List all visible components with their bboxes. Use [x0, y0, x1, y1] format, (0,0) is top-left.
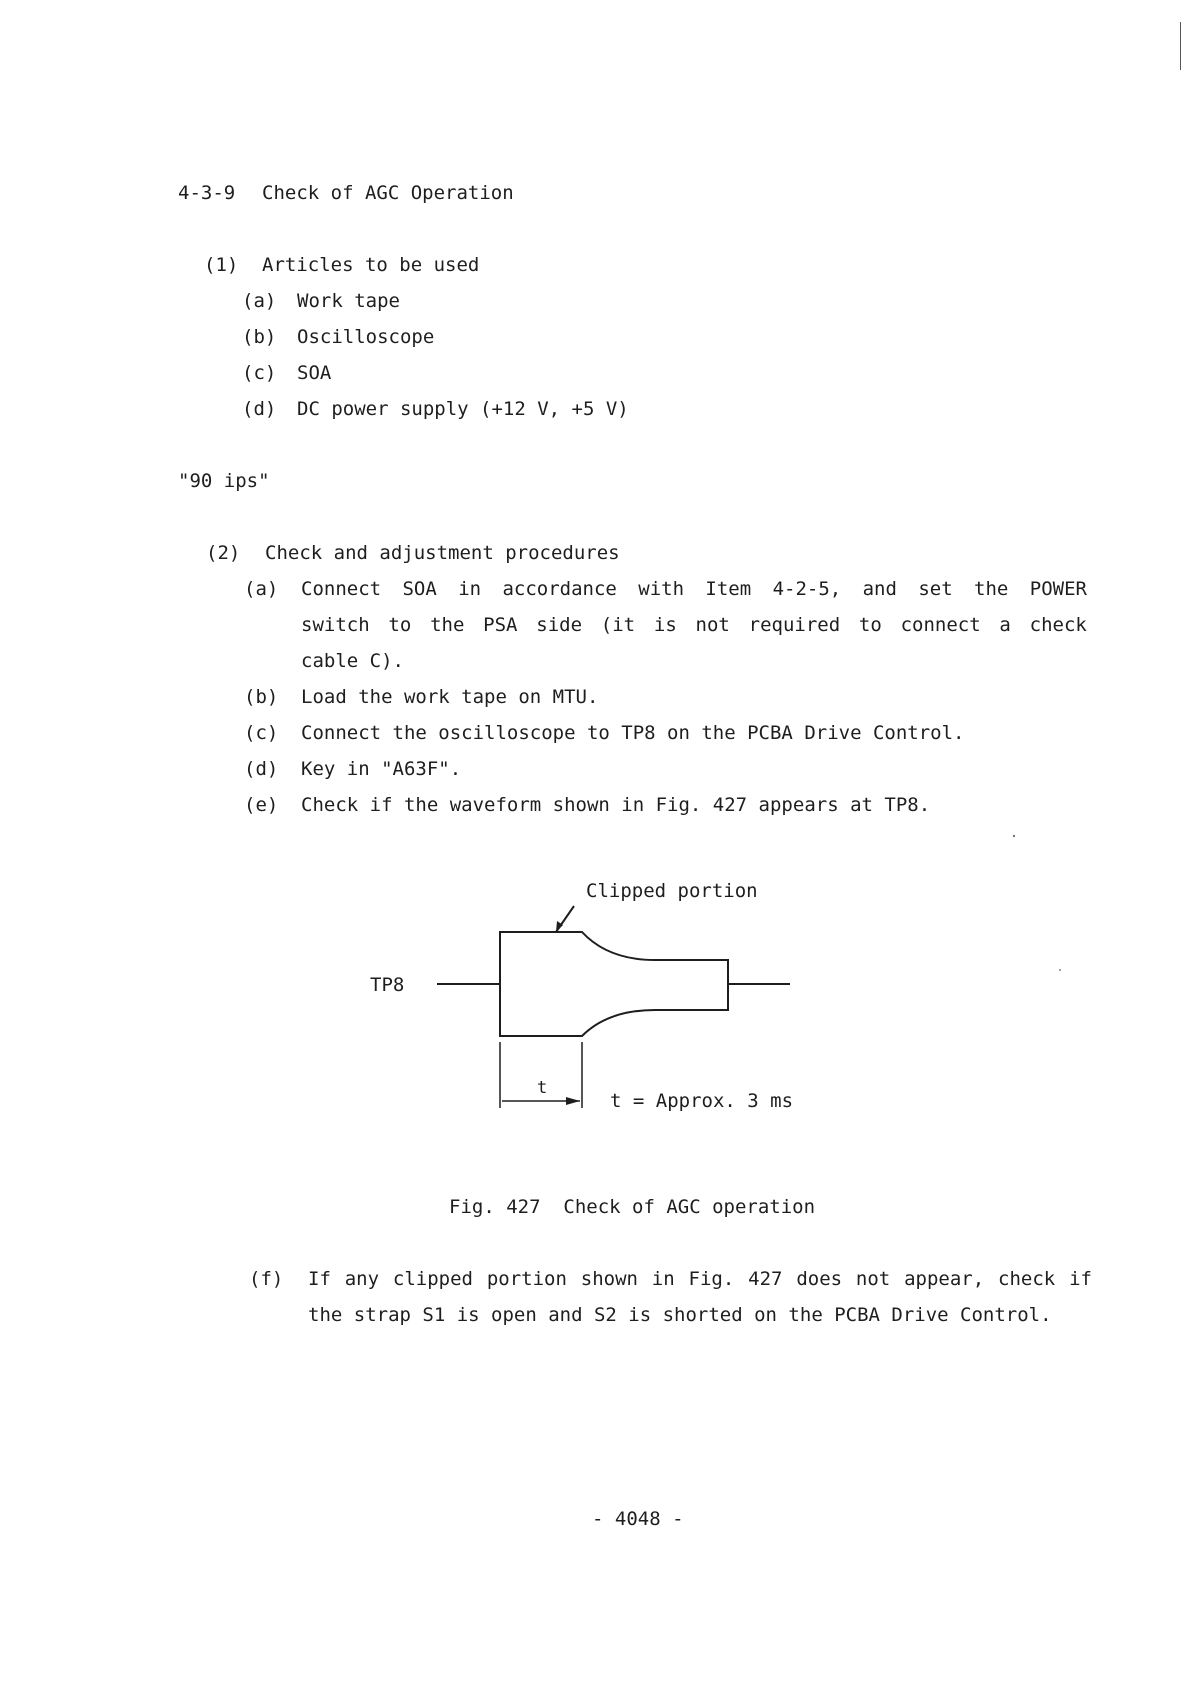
word: is [653, 614, 677, 636]
page-number: - 4048 - [592, 1508, 684, 1530]
width-arrow-head [566, 1097, 580, 1105]
article-text: SOA [297, 362, 332, 384]
articles-label: (1) [204, 254, 239, 276]
word: SOA [402, 578, 437, 600]
step-label: (c) [244, 722, 279, 744]
procedures-title: Check and adjustment procedures [265, 542, 620, 564]
step-label: (f) [249, 1268, 284, 1290]
word: if [1069, 1268, 1092, 1290]
step-label: (b) [244, 686, 279, 708]
procedures-label: (2) [206, 542, 241, 564]
word: a [999, 614, 1011, 636]
step-label: (e) [244, 794, 279, 816]
word: accordance [502, 578, 617, 600]
word: to [388, 614, 412, 636]
speck [1013, 835, 1015, 837]
figure-caption: Fig. 427 Check of AGC operation [449, 1196, 816, 1218]
clipped-portion-label: Clipped portion [586, 880, 758, 902]
word: set [918, 578, 953, 600]
speck [1059, 969, 1061, 971]
word: (it [600, 614, 636, 636]
word: side [536, 614, 583, 636]
word: to [858, 614, 882, 636]
word: Connect [301, 578, 382, 600]
word: in [458, 578, 482, 600]
step-label: (a) [244, 578, 279, 600]
section-number: 4-3-9 [178, 182, 236, 204]
article-text: DC power supply (+12 V, +5 V) [297, 398, 629, 420]
mode-note: "90 ips" [178, 470, 270, 492]
word: POWER [1029, 578, 1087, 600]
word: in [651, 1268, 675, 1290]
word: check [998, 1268, 1056, 1290]
word: required [748, 614, 841, 636]
step-text: Key in "A63F". [301, 758, 462, 780]
article-text: Work tape [297, 290, 400, 312]
word: 4-2-5, [772, 578, 842, 600]
articles-title: Articles to be used [262, 254, 480, 276]
word: If [308, 1268, 331, 1290]
word: not [855, 1268, 891, 1290]
article-label: (d) [242, 398, 277, 420]
section-title: Check of AGC Operation [262, 182, 514, 204]
step-label: (d) [244, 758, 279, 780]
word: clipped [392, 1268, 473, 1290]
word: not [695, 614, 730, 636]
word: PSA [483, 614, 518, 636]
step-text: Connect the oscilloscope to TP8 on the PCBA Drive Control. [301, 722, 965, 744]
waveform-outline [500, 932, 728, 1036]
word: the [430, 614, 465, 636]
step-text: Check if the waveform shown in Fig. 427 appears at TP8. [301, 794, 931, 816]
step-text: Load the work tape on MTU. [301, 686, 599, 708]
word: the [974, 578, 1009, 600]
article-text: Oscilloscope [297, 326, 435, 348]
word: shown [580, 1268, 638, 1290]
tp8-label: TP8 [370, 974, 405, 996]
step-a-line-3: cable C). [301, 650, 404, 672]
word: connect [900, 614, 981, 636]
step-f-line-2: the strap S1 is open and S2 is shorted on the PCBA Drive Control. [308, 1304, 1052, 1326]
word: with [638, 578, 685, 600]
word: Fig. [688, 1268, 735, 1290]
word: and [862, 578, 897, 600]
step-f-line-1 [308, 1268, 1092, 1290]
word: does [796, 1268, 843, 1290]
article-label: (b) [242, 326, 277, 348]
word: portion [486, 1268, 567, 1290]
word: appear, [904, 1268, 985, 1290]
width-note: t = Approx. 3 ms [610, 1090, 794, 1112]
word: switch [301, 614, 370, 636]
word: check [1029, 614, 1087, 636]
article-label: (a) [242, 290, 277, 312]
word: 427 [748, 1268, 783, 1290]
width-label: t [537, 1078, 548, 1098]
word: any [344, 1268, 380, 1290]
word: Item [705, 578, 752, 600]
article-label: (c) [242, 362, 277, 384]
